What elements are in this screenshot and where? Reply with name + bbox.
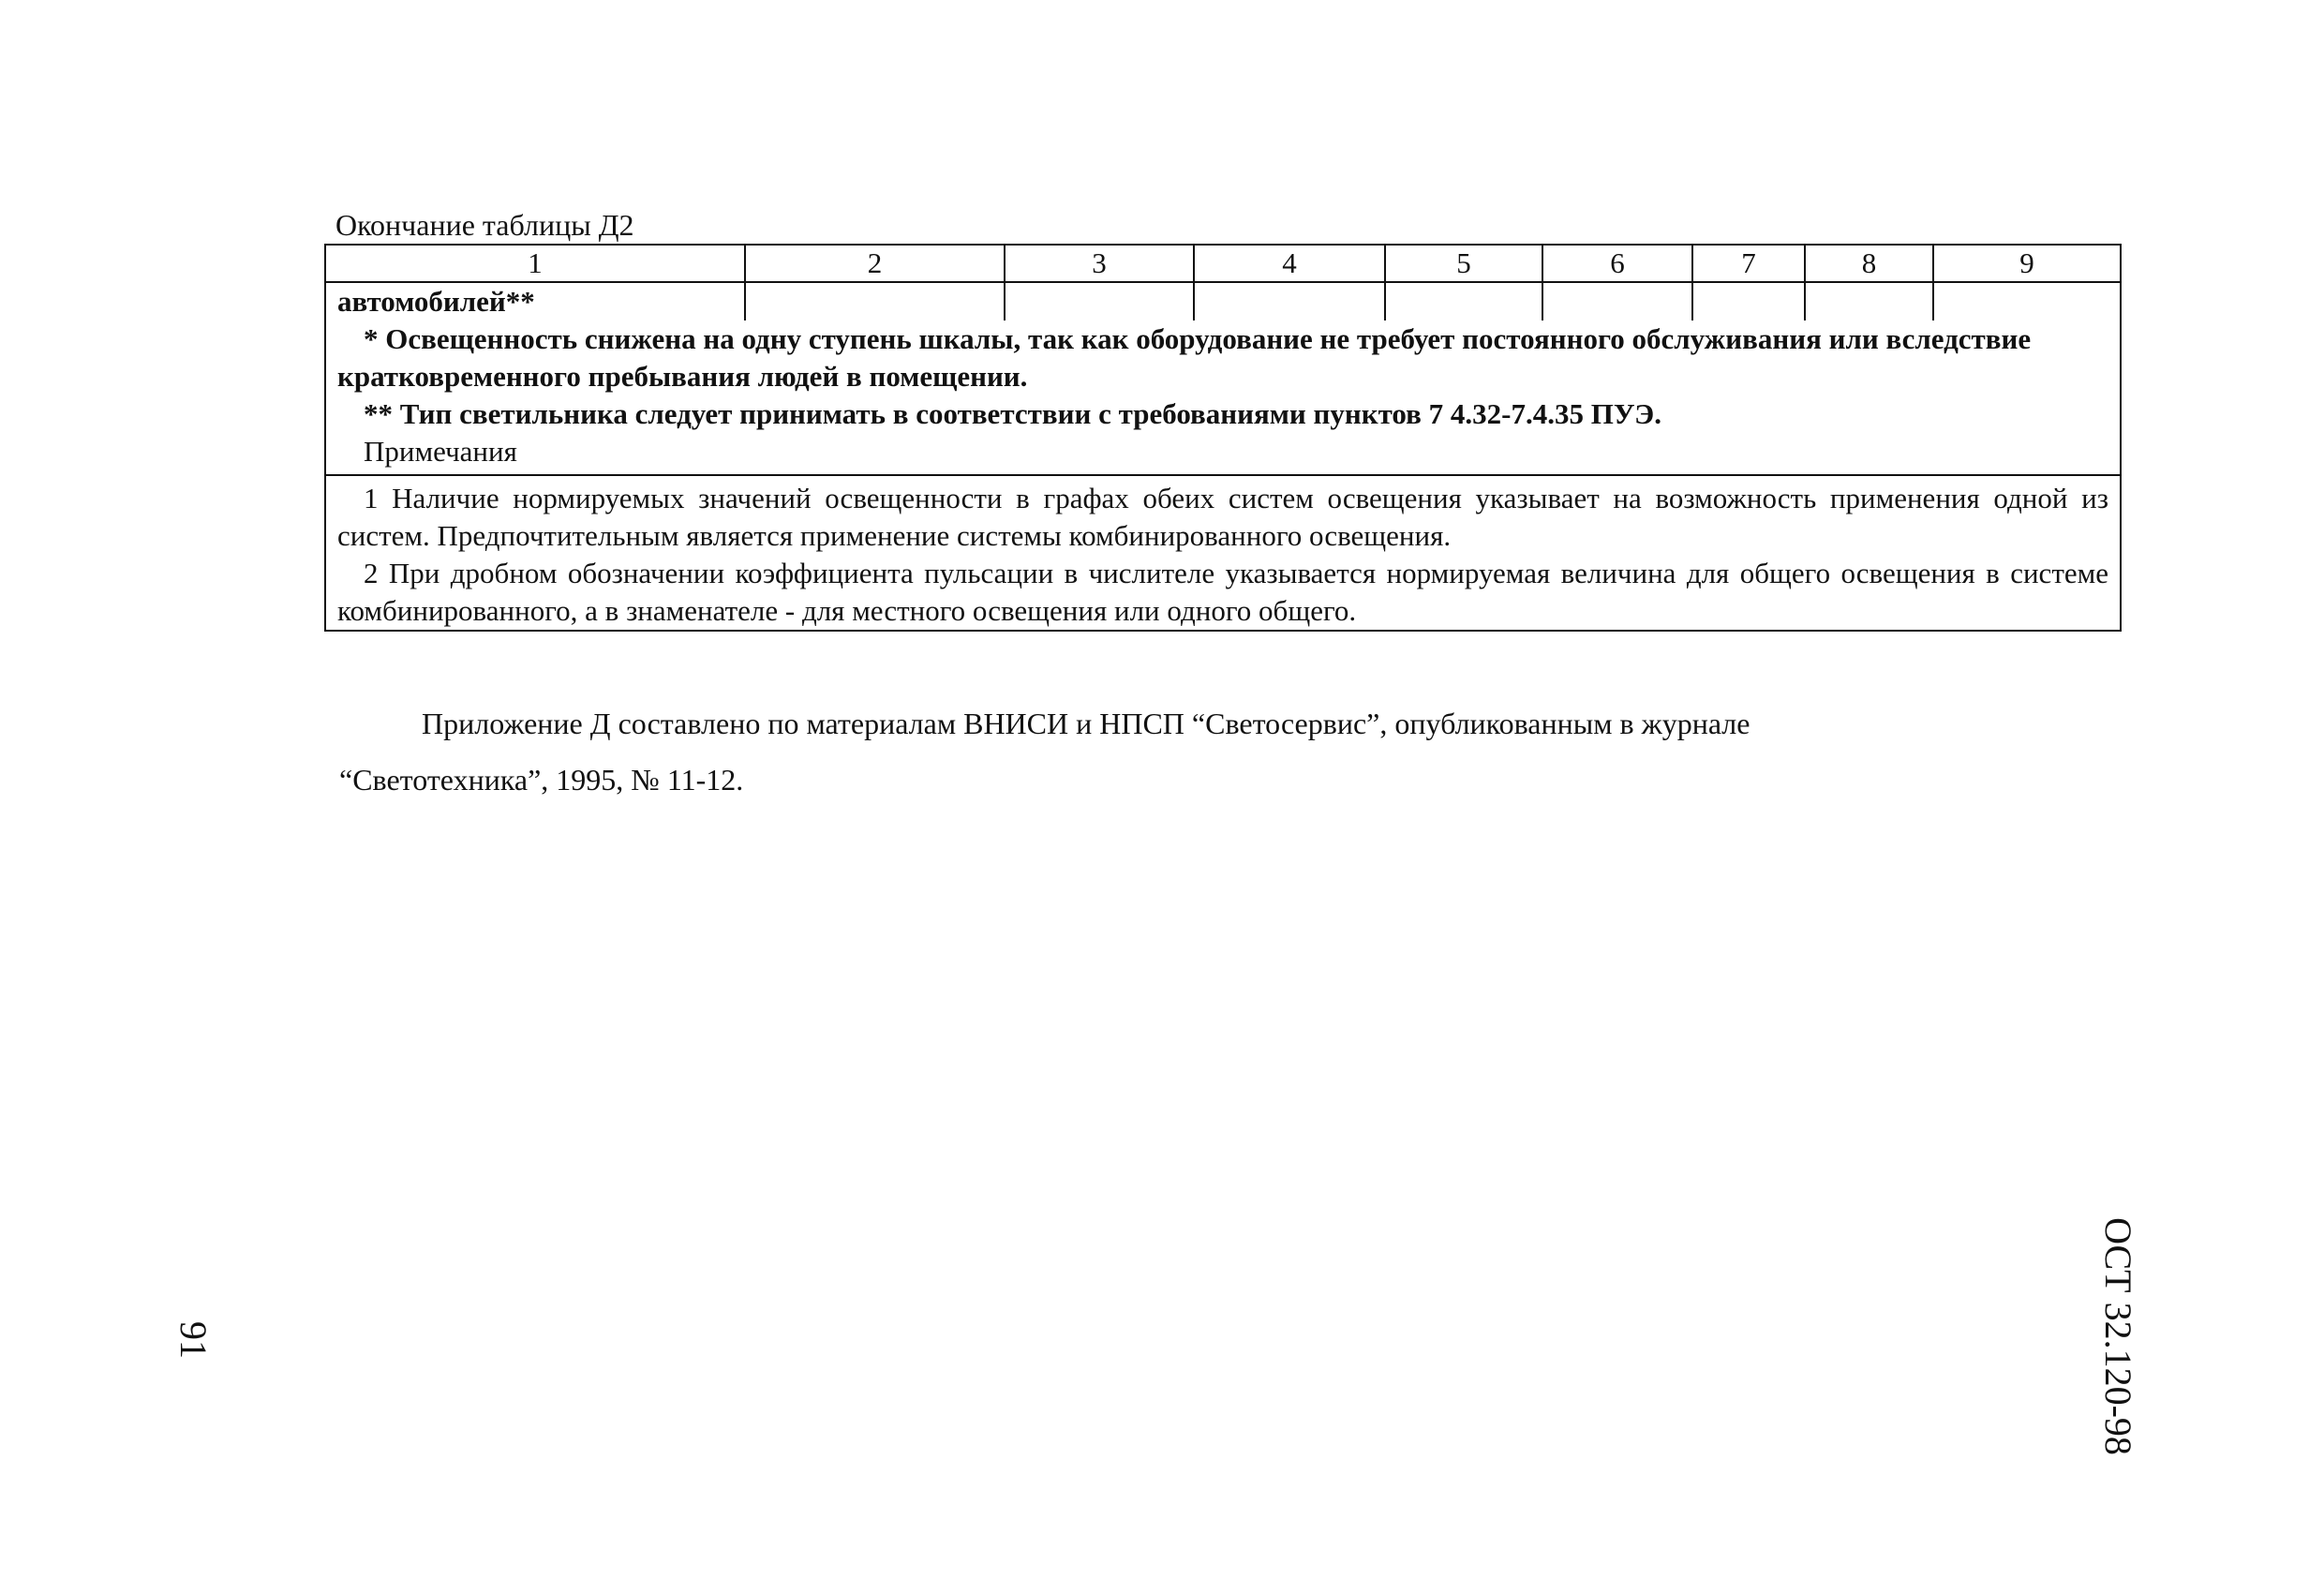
table-d2: [324, 244, 2120, 632]
table-cell: [1933, 282, 2121, 320]
table-cell: [1805, 282, 1933, 320]
table-cell: [1542, 282, 1692, 320]
table-cell: [1692, 282, 1805, 320]
column-number: 6: [1542, 245, 1692, 282]
remarks-row: [325, 475, 2121, 631]
column-number-row: [325, 245, 2121, 282]
footnote: ** Тип светильника следует принимать в соответствии с требованиями пунктов 7 4.32-7.4.35 ПУЭ.: [364, 397, 1661, 430]
column-number: 5: [1385, 245, 1542, 282]
footnote: * Освещенность снижена на одну ступень шкалы, так как оборудование не требует постоянного обслуживания или вследствие кратковременного пребывания людей в помещении.: [337, 322, 2032, 393]
remark: 2 При дробном обозначении коэффициента пульсации в числителе указывается нормируемая величина для общего освещения в системе комбинированного, а в знаменателе - для местного освещения или одного общего.: [337, 557, 2108, 627]
remarks-title: Примечания: [364, 435, 517, 468]
row-label: автомобилей**: [325, 282, 745, 320]
document-code: ОСТ 32.120-98: [2097, 1217, 2139, 1455]
table-cell: [745, 282, 1005, 320]
table-row: [325, 282, 2121, 320]
appendix-note-line-2: “Светотехника”, 1995, № 11-12.: [339, 763, 744, 797]
appendix-note-line-1: Приложение Д составлено по материалам ВНИСИ и НПСП “Светосервис”, опубликованным в журнале: [422, 707, 1750, 740]
table-caption: Окончание таблицы Д2: [335, 208, 634, 242]
footnotes-row: [325, 320, 2121, 475]
page-number: 91: [172, 1321, 215, 1359]
footnotes-cell: [325, 320, 2121, 475]
table-cell: [1005, 282, 1194, 320]
column-number: 4: [1194, 245, 1385, 282]
data-table: [324, 244, 2122, 632]
column-number: 7: [1692, 245, 1805, 282]
remark: 1 Наличие нормируемых значений освещенности в графах обеих систем освещения указывает на возможность применения одной из систем. Предпочтительным является применение системы комбинированного освещения.: [337, 482, 2108, 552]
column-number: 2: [745, 245, 1005, 282]
column-number: 3: [1005, 245, 1194, 282]
remarks-cell: [325, 475, 2121, 631]
table-cell: [1194, 282, 1385, 320]
table-cell: [1385, 282, 1542, 320]
column-number: 1: [325, 245, 745, 282]
column-number: 9: [1933, 245, 2121, 282]
column-number: 8: [1805, 245, 1933, 282]
